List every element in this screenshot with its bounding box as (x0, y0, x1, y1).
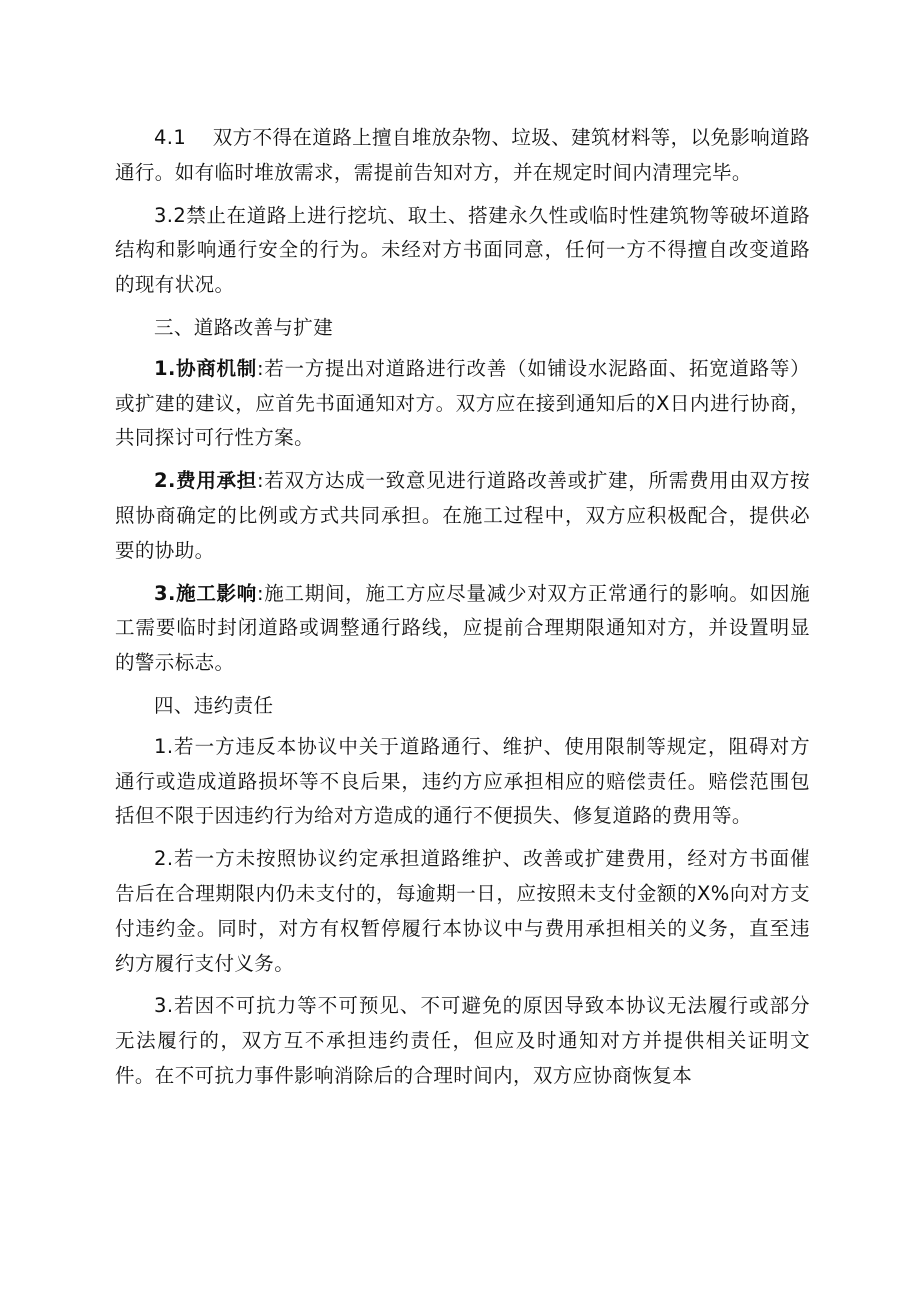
clause-3-2 (115, 199, 810, 303)
section-4-item-1 (115, 730, 810, 834)
item-label: .协商机制 (167, 356, 257, 380)
item-text: .若一方未按照协议约定承担道路维护、改善或扩建费用，经对方书面催告后在合理期限内仍未支付的，每逾期一日，应按照未支付金额的X%向对方支付违约金。同时，对方有权暂停履行本协议中与费用承担相关的义务，直至违约方履行支付义务。 (115, 847, 810, 975)
document-body (115, 121, 810, 1102)
section-4-item-3 (115, 989, 810, 1093)
item-number: 2 (154, 469, 168, 493)
item-label: .费用承担 (167, 469, 257, 493)
item-number: 3 (154, 581, 168, 605)
section-3-heading: 三、道路改善与扩建 (154, 315, 334, 339)
item-label: .施工影响 (167, 581, 257, 605)
item-number: 1 (154, 734, 167, 758)
clause-4-1-number: 4.1 (154, 126, 213, 149)
section-3-item-2 (115, 464, 810, 568)
clause-3-2-text: 3.2禁止在道路上进行挖坑、取土、搭建永久性或临时性建筑物等破坏道路结构和影响通行安全的行为。未经对方书面同意，任何一方不得擅自改变道路的现有状况。 (115, 203, 810, 297)
item-text: .若因不可抗力等不可预见、不可避免的原因导致本协议无法履行或部分无法履行的，双方互不承担违约责任，但应及时通知对方并提供相关证明文件。在不可抗力事件影响消除后的合理时间内，双方应协商恢复本 (115, 994, 810, 1087)
item-number: 1 (154, 356, 168, 380)
section-3-item-1 (115, 352, 810, 456)
item-text: :若一方提出对道路进行改善（如铺设水泥路面、拓宽道路等）或扩建的建议，应首先书面通知对方。双方应在接到通知后的X日内进行协商，共同探讨可行性方案。 (115, 356, 810, 450)
section-3-item-3 (115, 577, 810, 681)
item-text: .若一方违反本协议中关于道路通行、维护、使用限制等规定，阻碍对方通行或造成道路损坏等不良后果，违约方应承担相应的赔偿责任。赔偿范围包括但不限于因违约行为给对方造成的通行不便损失、修复道路的费用等。 (115, 734, 810, 828)
item-text: :施工期间，施工方应尽量减少对双方正常通行的影响。如因施工需要临时封闭道路或调整通行路线，应提前合理期限通知对方，并设置明显的警示标志。 (115, 581, 810, 675)
item-number: 3 (154, 994, 167, 1018)
section-4-heading: 四、违约责任 (154, 693, 274, 717)
item-text: :若双方达成一致意见进行道路改善或扩建，所需费用由双方按照协商确定的比例或方式共同承担。在施工过程中，双方应积极配合，提供必要的协助。 (115, 469, 810, 562)
item-number: 2 (154, 847, 167, 871)
clause-4-1-text: 双方不得在道路上擅自堆放杂物、垃圾、建筑材料等，以免影响道路通行。如有临时堆放需求，需提前告知对方，并在规定时间内清理完毕。 (115, 126, 810, 184)
clause-4-1 (115, 121, 810, 191)
section-4-item-2 (115, 842, 810, 981)
